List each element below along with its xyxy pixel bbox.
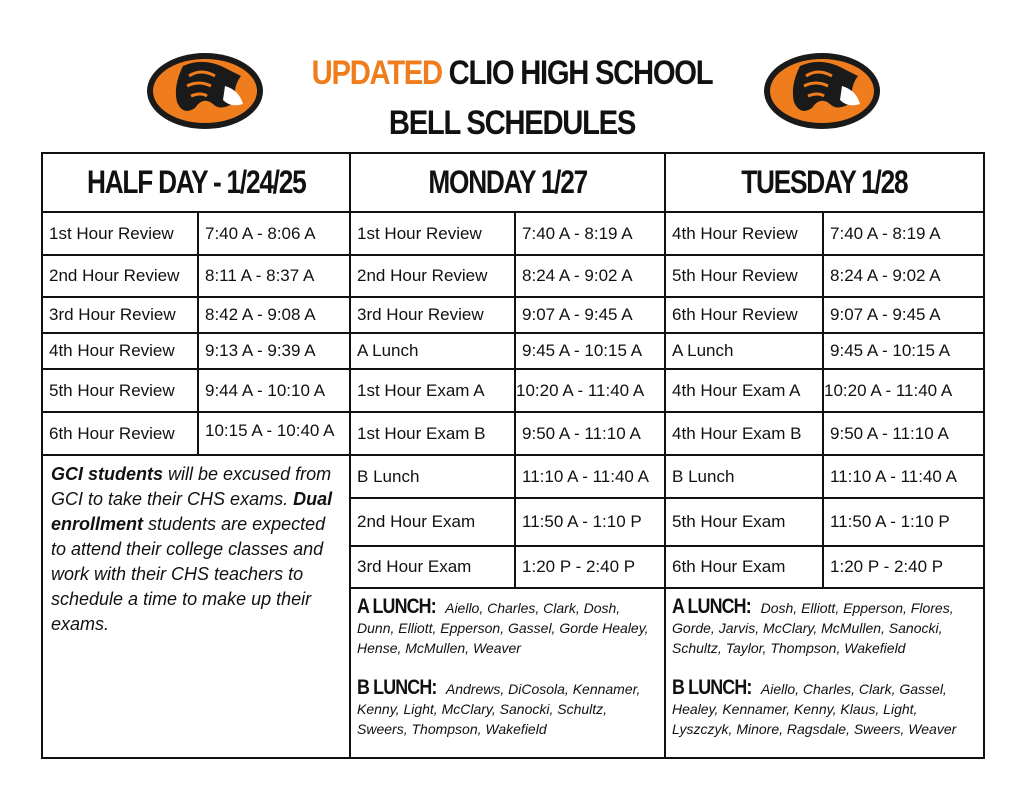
page-subtitle: BELL SCHEDULES	[388, 104, 636, 142]
period-label: 1st Hour Exam A	[350, 369, 515, 412]
period-time: 8:11 A - 8:37 A	[198, 255, 350, 297]
period-label: 4th Hour Exam A	[665, 369, 823, 412]
period-label: 6th Hour Exam	[665, 546, 823, 588]
a-lunch-names: Aiello, Charles, Clark, Dosh, Dunn, Elliott, Epperson, Gassel, Gorde Healey, Hense, McMullen, Weaver	[357, 600, 649, 656]
period-time: 9:07 A - 9:45 A	[515, 297, 665, 333]
tuesday-header: TUESDAY 1/28	[665, 153, 984, 212]
period-time: 9:07 A - 9:45 A	[823, 297, 984, 333]
monday-header: MONDAY 1/27	[350, 153, 665, 212]
period-time: 10:15 A - 10:40 A	[198, 412, 350, 455]
period-time: 11:10 A - 11:40 A	[823, 455, 984, 498]
period-label: 4th Hour Review	[665, 212, 823, 255]
period-label: 5th Hour Exam	[665, 498, 823, 546]
schedule-table	[41, 152, 985, 759]
period-label: 3rd Hour Review	[350, 297, 515, 333]
period-time: 1:20 P - 2:40 P	[823, 546, 984, 588]
period-time: 10:20 A - 11:40 A	[823, 369, 984, 412]
period-time: 10:20 A - 11:40 A	[515, 369, 665, 412]
period-time: 11:10 A - 11:40 A	[515, 455, 665, 498]
half-day-note: GCI students will be excused from GCI to take their CHS exams. Dual enrollment students are expected to attend their college classes and work with their CHS teachers to schedule a time to make up their exams.	[42, 455, 350, 758]
period-label: A Lunch	[665, 333, 823, 369]
table-row	[42, 333, 984, 369]
table-row	[42, 212, 984, 255]
period-label: 6th Hour Review	[42, 412, 198, 455]
period-label: 3rd Hour Review	[42, 297, 198, 333]
period-time: 9:45 A - 10:15 A	[515, 333, 665, 369]
half-day-header: HALF DAY - 1/24/25	[42, 153, 350, 212]
table-row	[42, 369, 984, 412]
period-time: 11:50 A - 1:10 P	[515, 498, 665, 546]
period-time: 8:24 A - 9:02 A	[515, 255, 665, 297]
tuesday-lunch-assignments	[665, 588, 984, 758]
period-label: 1st Hour Review	[350, 212, 515, 255]
period-time: 8:24 A - 9:02 A	[823, 255, 984, 297]
period-label: 3rd Hour Exam	[350, 546, 515, 588]
period-label: 1st Hour Review	[42, 212, 198, 255]
period-label: 5th Hour Review	[665, 255, 823, 297]
period-label: 6th Hour Review	[665, 297, 823, 333]
period-time: 9:45 A - 10:15 A	[823, 333, 984, 369]
period-time: 1:20 P - 2:40 P	[515, 546, 665, 588]
b-lunch-names: Aiello, Charles, Clark, Gassel, Healey, Kennamer, Kenny, Klaus, Light, Lyszczyk, Minore, Ragsdale, Sweers, Weaver	[672, 681, 957, 737]
period-label: 5th Hour Review	[42, 369, 198, 412]
table-row	[42, 255, 984, 297]
period-time: 11:50 A - 1:10 P	[823, 498, 984, 546]
period-label: A Lunch	[350, 333, 515, 369]
a-lunch-names: Dosh, Elliott, Epperson, Flores, Gorde, Jarvis, McClary, McMullen, Sanocki, Schultz, Taylor, Thompson, Wakefield	[672, 600, 954, 656]
period-time: 8:42 A - 9:08 A	[198, 297, 350, 333]
page-title	[72, 54, 953, 92]
table-row	[42, 412, 984, 455]
a-lunch-label: A LUNCH:	[357, 595, 436, 618]
period-label: B Lunch	[350, 455, 515, 498]
table-row	[42, 455, 984, 498]
period-time: 9:50 A - 11:10 A	[515, 412, 665, 455]
a-lunch-label: A LUNCH:	[672, 595, 751, 618]
period-label: 4th Hour Exam B	[665, 412, 823, 455]
table-row	[42, 297, 984, 333]
updated-label: UPDATED	[311, 54, 442, 92]
period-label: 4th Hour Review	[42, 333, 198, 369]
period-label: 2nd Hour Review	[42, 255, 198, 297]
period-time: 7:40 A - 8:06 A	[198, 212, 350, 255]
period-time: 9:44 A - 10:10 A	[198, 369, 350, 412]
period-time: 7:40 A - 8:19 A	[823, 212, 984, 255]
period-time: 9:13 A - 9:39 A	[198, 333, 350, 369]
period-label: B Lunch	[665, 455, 823, 498]
period-time: 9:50 A - 11:10 A	[823, 412, 984, 455]
b-lunch-names: Andrews, DiCosola, Kennamer, Kenny, Light, McClary, Sanocki, Schultz, Sweers, Thompson, Wakefield	[357, 681, 641, 737]
period-label: 2nd Hour Exam	[350, 498, 515, 546]
period-label: 1st Hour Exam B	[350, 412, 515, 455]
school-name: CLIO HIGH SCHOOL	[448, 54, 713, 92]
b-lunch-label: B LUNCH:	[672, 676, 752, 699]
period-label: 2nd Hour Review	[350, 255, 515, 297]
period-time: 7:40 A - 8:19 A	[515, 212, 665, 255]
monday-lunch-assignments	[350, 588, 665, 758]
b-lunch-label: B LUNCH:	[357, 676, 437, 699]
